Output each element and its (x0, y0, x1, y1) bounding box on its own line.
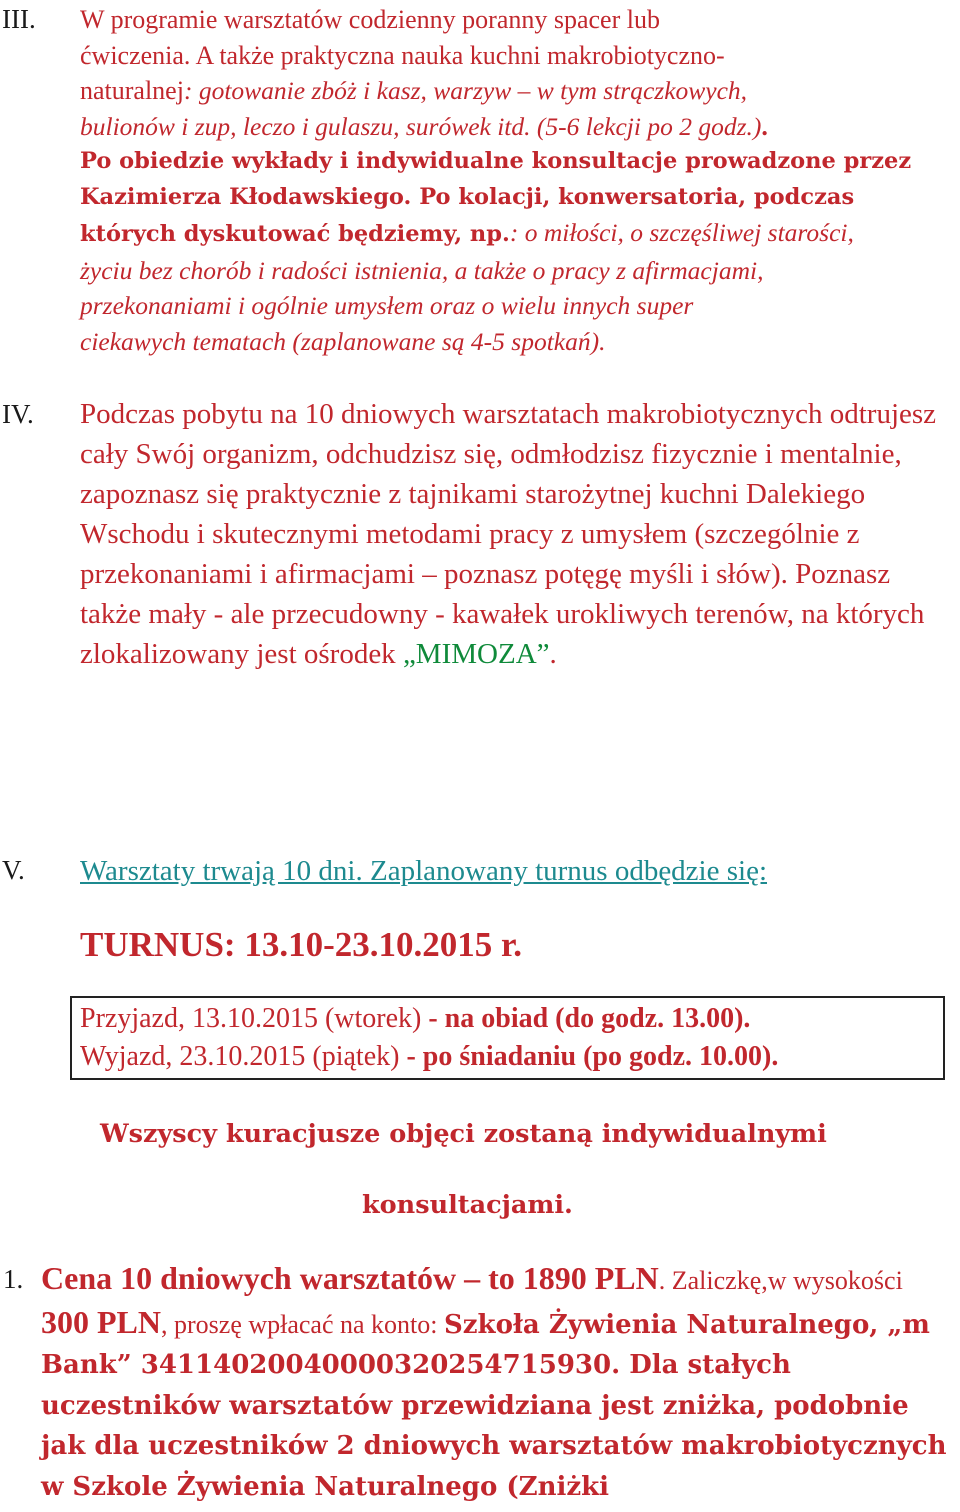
arrival-bold: - na obiad (do godz. 13.00). (428, 1003, 751, 1034)
section-3-italic: bulionów i zup, leczo i gulaszu, surówek itd. (5-6 lekcji po 2 godz.) (80, 111, 762, 141)
arrival-line (80, 1003, 750, 1035)
section-5-number: V. (2, 855, 25, 885)
section-3-italic-line: przekonaniami i ogólnie umysłem oraz o wielu innych super (80, 291, 694, 320)
point-1-number: 1. (3, 1264, 24, 1294)
section-4-text: Podczas pobytu na 10 dniowych warsztatach makrobiotycznych odtrujesz cały Swój organizm, odchudzisz się, odmłodzisz fizycznie i mentalnie, zapoznasz się praktycznie z tajnikami starożytnej kuchni Dalekiego Wschodu i skutecznymi metodami pracy z umysłem (szczególnie z przekonaniami i afirmacjami – poznasz potęgę myśli i słów). Poznasz także mały - ale przecudowny - kawałek urokliwych terenów, na których zlokalizowany jest ośrodek (80, 398, 937, 670)
section-3-bold: których dyskutować będziemy, np. (80, 221, 510, 247)
price-after: . Zaliczkę, (658, 1266, 768, 1295)
account-details: Szkoła Żywienia Naturalnego, „m Bank” 34114020040000320254715930. (41, 1309, 930, 1380)
deposit-amount: 300 PLN (41, 1303, 161, 1340)
departure-plain: Wyjazd, 23.10.2015 (piątek) (80, 1041, 407, 1072)
section-3-end: . (761, 111, 768, 141)
section-3-number: III. (2, 4, 36, 34)
section-3-bold-line: Po obiedzie wykłady i indywidualne konsultacje prowadzone przez (80, 148, 912, 174)
section-3-line: ćwiczenia. A także praktyczna nauka kuchni makrobiotyczno- (80, 40, 725, 70)
price-title: Cena 10 dniowych warsztatów – to 1890 PLN (41, 1260, 659, 1296)
turnus-dates: TURNUS: 13.10-23.10.2015 r. (80, 925, 523, 964)
arrival-plain: Przyjazd, 13.10.2015 (wtorek) (80, 1003, 429, 1034)
section-3-italic: : gotowanie zbóż i kasz, warzyw – w tym strączkowych, (183, 76, 748, 105)
section-3-line (80, 109, 955, 145)
price-paragraph (41, 1258, 956, 1507)
deposit-label: w wysokości (767, 1266, 903, 1295)
section-4-end: . (549, 638, 557, 670)
departure-line (80, 1041, 778, 1073)
section-4-paragraph (80, 394, 955, 674)
section-3-italic-line: ciekawych tematach (zaplanowane są 4-5 spotkań). (80, 326, 606, 356)
section-3-line (80, 73, 955, 109)
section-3-line (80, 215, 955, 253)
duration-link[interactable]: Warsztaty trwają 10 dni. Zaplanowany turnus odbędzie się: (80, 855, 768, 887)
section-3-italic-line: życiu bez chorób i radości istnienia, a także o pracy z afirmacjami, (80, 255, 764, 285)
section-3-italic: : o miłości, o szczęśliwej starości, (509, 218, 854, 247)
mimoza-highlight: „MIMOZA” (402, 638, 550, 670)
notice-line: konsultacjami. (362, 1190, 573, 1220)
departure-bold: - po śniadaniu (po godz. 10.00). (406, 1041, 779, 1072)
section-3-plain: naturalnej (80, 76, 184, 105)
section-3-line: W programie warsztatów codzienny poranny spacer lub (80, 5, 660, 34)
transfer-text: , proszę wpłacać na konto: (161, 1309, 445, 1339)
section-4-number: IV. (2, 399, 34, 429)
notice-line: Wszyscy kuracjusze objęci zostaną indywidualnymi (100, 1119, 827, 1149)
section-3-bold-line: Kazimierza Kłodawskiego. Po kolacji, konwersatoria, podczas (80, 183, 855, 210)
discount-text: Dla stałych uczestników warsztatów przewidziana jest zniżka, podobnie jak dla uczestników 2 dniowych warsztatów makrobiotycznych w Szkole Żywienia Naturalnego (Zniżki (41, 1350, 947, 1502)
section-3-text (80, 2, 955, 359)
